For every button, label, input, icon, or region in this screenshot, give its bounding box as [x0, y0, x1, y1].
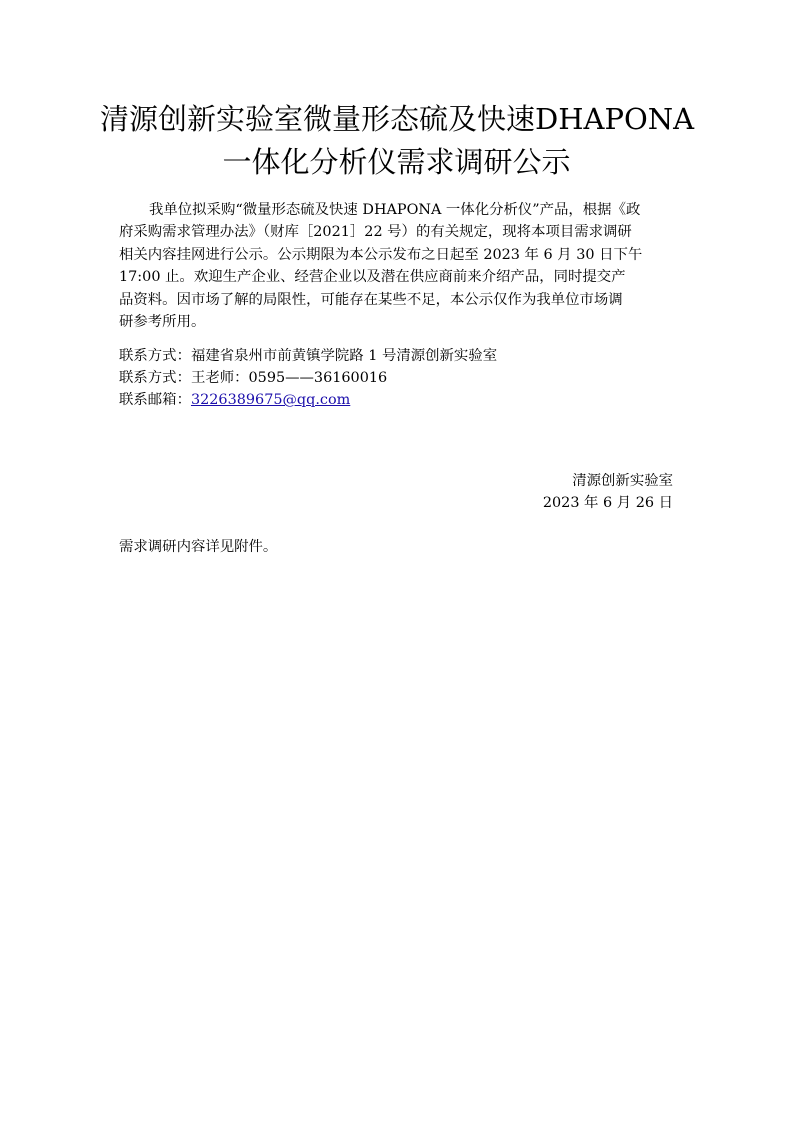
document-title-line-1: 清源创新实验室微量形态硫及快速DHAPONA — [100, 102, 695, 136]
body-line: 相关内容挂网进行公示。公示期限为本公示发布之日起至 2023 年 6 月 30 日下午 — [119, 246, 643, 263]
body-line: 品资料。因市场了解的局限性，可能存在某些不足，本公示仅作为我单位市场调 — [119, 291, 623, 308]
body-line: 研参考所用。 — [119, 314, 206, 331]
contact-address-label: 联系方式： — [119, 348, 191, 364]
document-title-line-2: 一体化分析仪需求调研公示 — [222, 145, 571, 179]
body-line: 17:00 止。欢迎生产企业、经营企业以及潜在供应商前来介绍产品，同时提交产 — [119, 269, 626, 286]
signature-organization: 清源创新实验室 — [572, 473, 673, 489]
body-paragraph — [119, 199, 675, 333]
contact-address — [119, 345, 497, 367]
body-line: 我单位拟采购“微量形态硫及快速 DHAPONA 一体化分析仪”产品，根据《政 — [149, 202, 641, 218]
contact-person — [119, 367, 387, 389]
email-link[interactable]: 3226389675@qq.com — [190, 392, 351, 408]
signature-date: 2023 年 6 月 26 日 — [542, 495, 673, 511]
contact-address-value: 福建省泉州市前黄镇学院路 1 号清源创新实验室 — [190, 348, 498, 364]
contact-email-label: 联系邮箱： — [119, 392, 191, 408]
attachment-note: 需求调研内容详见附件。 — [119, 539, 278, 555]
body-line: 府采购需求管理办法》（财库［2021］22 号）的有关规定，现将本项目需求调研 — [119, 224, 632, 241]
contact-email — [119, 389, 350, 411]
contact-person-value: 王老师：0595——36160016 — [190, 370, 388, 386]
contact-person-label: 联系方式： — [119, 370, 191, 386]
